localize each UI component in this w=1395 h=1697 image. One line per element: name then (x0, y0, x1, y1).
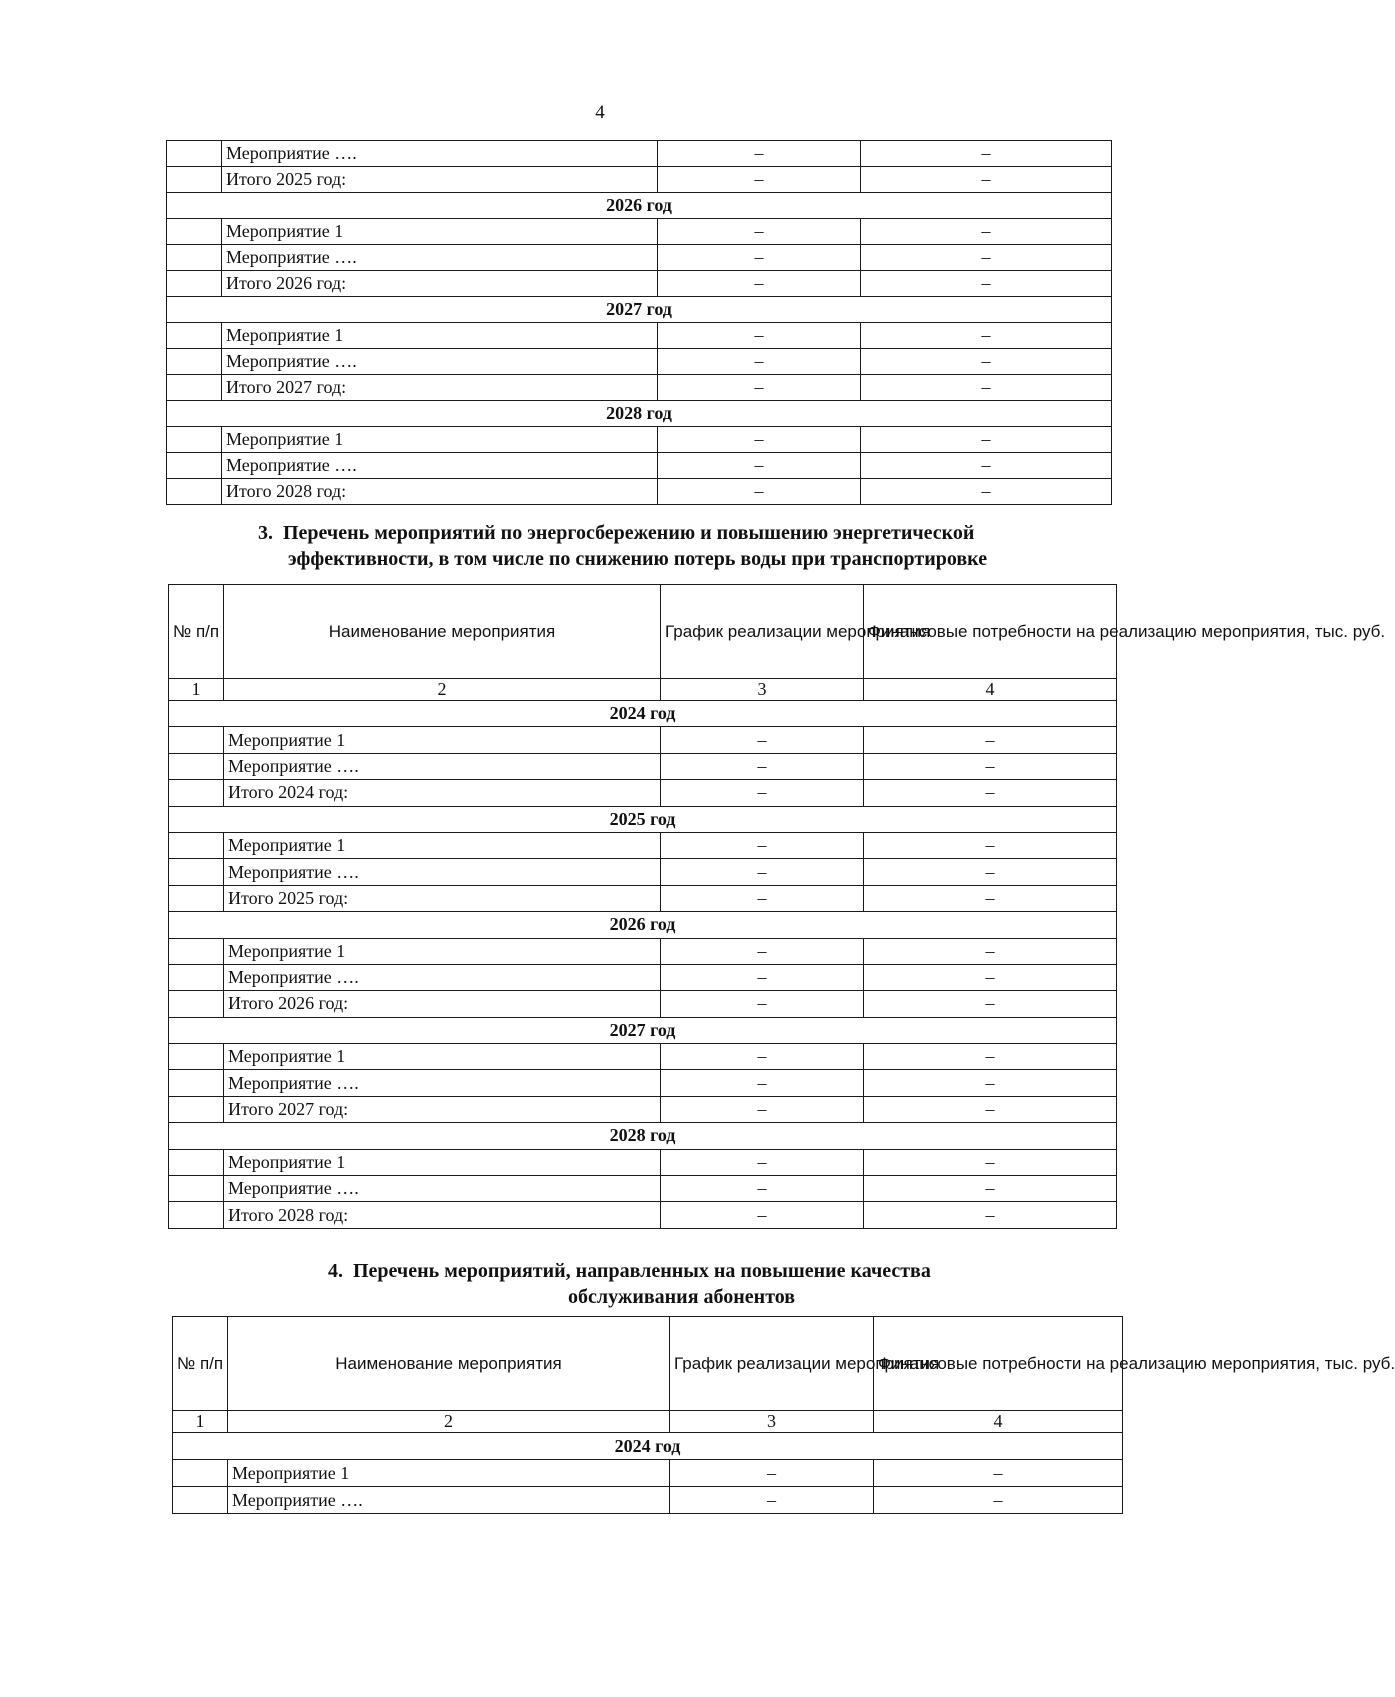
schedule-cell: – (661, 1044, 864, 1070)
row-number-cell (167, 479, 222, 505)
row-number-cell (167, 167, 222, 193)
schedule-cell: – (661, 727, 864, 753)
header-finance: Финансовые потребности на реализацию мероприятия, тыс. руб. (864, 585, 1117, 679)
row-number-cell (169, 753, 224, 779)
total-row (167, 479, 1112, 505)
year-row (167, 297, 1112, 323)
finance-cell: – (864, 753, 1117, 779)
index-cell: 4 (864, 679, 1117, 701)
header-schedule: График реализации мероприятия (661, 585, 864, 679)
measure-name: Мероприятие …. (224, 753, 661, 779)
finance-cell: – (864, 885, 1117, 911)
finance-cell: – (864, 832, 1117, 858)
measure-name: Мероприятие …. (224, 964, 661, 990)
row-number-cell (169, 991, 224, 1017)
section-4-title-line1: Перечень мероприятий, направленных на повышение качества (353, 1260, 931, 1282)
schedule-cell: – (658, 245, 861, 271)
table-row (167, 245, 1112, 271)
measure-name: Мероприятие 1 (224, 727, 661, 753)
row-number-cell (169, 1176, 224, 1202)
finance-cell: – (864, 938, 1117, 964)
year-label: 2028 год (169, 1123, 1117, 1149)
measure-name: Мероприятие …. (228, 1487, 670, 1514)
row-number-cell (173, 1460, 228, 1487)
total-label: Итого 2028 год: (224, 1202, 661, 1228)
finance-cell: – (861, 323, 1112, 349)
index-cell: 3 (670, 1411, 874, 1433)
finance-cell: – (864, 780, 1117, 806)
total-row (169, 1202, 1117, 1228)
header-name: Наименование мероприятия (228, 1317, 670, 1411)
table-row (167, 453, 1112, 479)
row-number-cell (167, 245, 222, 271)
measure-name: Мероприятие 1 (222, 323, 658, 349)
finance-cell: – (861, 375, 1112, 401)
finance-cell: – (864, 1096, 1117, 1122)
table-row (167, 323, 1112, 349)
year-label: 2024 год (169, 701, 1117, 727)
table-row (169, 1070, 1117, 1096)
row-number-cell (167, 271, 222, 297)
year-row (167, 193, 1112, 219)
row-number-cell (167, 219, 222, 245)
row-number-cell (169, 1096, 224, 1122)
table-row (169, 832, 1117, 858)
year-row (169, 1017, 1117, 1043)
year-label: 2026 год (169, 912, 1117, 938)
table-row (169, 938, 1117, 964)
schedule-cell: – (658, 375, 861, 401)
row-number-cell (169, 727, 224, 753)
measure-name: Мероприятие …. (222, 453, 658, 479)
year-row (169, 701, 1117, 727)
index-cell: 1 (169, 679, 224, 701)
total-row (167, 167, 1112, 193)
schedule-cell: – (661, 1202, 864, 1228)
schedule-cell: – (661, 753, 864, 779)
year-label: 2027 год (169, 1017, 1117, 1043)
measure-name: Мероприятие …. (224, 1176, 661, 1202)
table-row (167, 219, 1112, 245)
total-label: Итого 2026 год: (222, 271, 658, 297)
table-row (169, 1044, 1117, 1070)
schedule-cell: – (661, 938, 864, 964)
schedule-cell: – (658, 271, 861, 297)
index-cell: 2 (224, 679, 661, 701)
schedule-cell: – (661, 885, 864, 911)
total-label: Итого 2024 год: (224, 780, 661, 806)
row-number-cell (169, 1202, 224, 1228)
finance-cell: – (861, 245, 1112, 271)
row-number-cell (169, 964, 224, 990)
schedule-cell: – (658, 479, 861, 505)
section-3-title-line2: эффективности, в том числе по снижению потерь воды при транспортировке (288, 548, 988, 570)
schedule-cell: – (661, 832, 864, 858)
year-row (173, 1433, 1123, 1460)
year-row (167, 401, 1112, 427)
year-row (169, 1123, 1117, 1149)
row-number-cell (167, 453, 222, 479)
measure-name: Мероприятие …. (224, 859, 661, 885)
total-label: Итого 2027 год: (224, 1096, 661, 1122)
measure-name: Мероприятие 1 (224, 1044, 661, 1070)
row-number-cell (169, 1149, 224, 1175)
year-label: 2028 год (167, 401, 1112, 427)
row-number-cell (169, 859, 224, 885)
measure-name: Мероприятие 1 (222, 427, 658, 453)
table-section-4 (172, 1316, 1395, 1514)
total-row (169, 780, 1117, 806)
schedule-cell: – (661, 859, 864, 885)
total-label: Итого 2026 год: (224, 991, 661, 1017)
measure-name: Мероприятие 1 (222, 219, 658, 245)
row-number-cell (169, 938, 224, 964)
row-number-cell (167, 375, 222, 401)
table-row (169, 727, 1117, 753)
measure-name: Мероприятие 1 (228, 1460, 670, 1487)
finance-cell: – (864, 991, 1117, 1017)
table-continuation (166, 140, 1112, 505)
row-number-cell (167, 427, 222, 453)
schedule-cell: – (661, 964, 864, 990)
index-cell: 2 (228, 1411, 670, 1433)
header-name: Наименование мероприятия (224, 585, 661, 679)
header-schedule: График реализации мероприятия (670, 1317, 874, 1411)
finance-cell: – (864, 727, 1117, 753)
row-number-cell (167, 323, 222, 349)
schedule-cell: – (661, 780, 864, 806)
schedule-cell: – (670, 1460, 874, 1487)
total-row (167, 271, 1112, 297)
page-number: 4 (595, 102, 605, 123)
row-number-cell (167, 141, 222, 167)
total-row (167, 375, 1112, 401)
finance-cell: – (861, 141, 1112, 167)
total-row (169, 991, 1117, 1017)
schedule-cell: – (661, 1096, 864, 1122)
schedule-cell: – (661, 991, 864, 1017)
schedule-cell: – (670, 1487, 874, 1514)
finance-cell: – (864, 1202, 1117, 1228)
index-cell: 1 (173, 1411, 228, 1433)
year-row (169, 912, 1117, 938)
finance-cell: – (874, 1460, 1123, 1487)
table-row (167, 349, 1112, 375)
finance-cell: – (861, 349, 1112, 375)
table-section-3 (168, 584, 1386, 1229)
measure-name: Мероприятие 1 (224, 832, 661, 858)
index-cell: 4 (874, 1411, 1123, 1433)
schedule-cell: – (661, 1070, 864, 1096)
year-label: 2024 год (173, 1433, 1123, 1460)
row-number-cell (169, 1070, 224, 1096)
row-number-cell (169, 885, 224, 911)
section-3-title-line1: Перечень мероприятий по энергосбережению и повышению энергетической (283, 522, 975, 544)
table-row (173, 1487, 1123, 1514)
total-label: Итого 2028 год: (222, 479, 658, 505)
header-num: № п/п (169, 585, 224, 679)
schedule-cell: – (658, 219, 861, 245)
section-3-title (258, 520, 987, 572)
schedule-cell: – (658, 167, 861, 193)
table-row (167, 427, 1112, 453)
section-4-number: 4. (328, 1260, 343, 1282)
measure-name: Мероприятие …. (224, 1070, 661, 1096)
finance-cell: – (864, 964, 1117, 990)
section-4-title (328, 1258, 931, 1310)
finance-cell: – (861, 479, 1112, 505)
year-row (169, 806, 1117, 832)
schedule-cell: – (661, 1176, 864, 1202)
total-label: Итого 2025 год: (222, 167, 658, 193)
header-num: № п/п (173, 1317, 228, 1411)
row-number-cell (169, 1044, 224, 1070)
total-row (169, 885, 1117, 911)
schedule-cell: – (658, 323, 861, 349)
row-number-cell (169, 780, 224, 806)
measure-name: Мероприятие …. (222, 245, 658, 271)
finance-cell: – (861, 167, 1112, 193)
total-label: Итого 2025 год: (224, 885, 661, 911)
table-row (169, 859, 1117, 885)
row-number-cell (169, 832, 224, 858)
row-number-cell (173, 1487, 228, 1514)
finance-cell: – (864, 1149, 1117, 1175)
finance-cell: – (864, 859, 1117, 885)
finance-cell: – (861, 453, 1112, 479)
year-label: 2027 год (167, 297, 1112, 323)
finance-cell: – (864, 1044, 1117, 1070)
schedule-cell: – (658, 453, 861, 479)
measure-name: Мероприятие 1 (224, 1149, 661, 1175)
measure-name: Мероприятие …. (222, 141, 658, 167)
schedule-cell: – (658, 349, 861, 375)
total-row (169, 1096, 1117, 1122)
table-row (169, 753, 1117, 779)
header-finance: Финансовые потребности на реализацию мероприятия, тыс. руб. (874, 1317, 1123, 1411)
finance-cell: – (861, 271, 1112, 297)
schedule-cell: – (658, 427, 861, 453)
finance-cell: – (874, 1487, 1123, 1514)
measure-name: Мероприятие 1 (224, 938, 661, 964)
finance-cell: – (864, 1176, 1117, 1202)
row-number-cell (167, 349, 222, 375)
table-row (169, 1149, 1117, 1175)
total-label: Итого 2027 год: (222, 375, 658, 401)
section-3-number: 3. (258, 522, 273, 544)
schedule-cell: – (661, 1149, 864, 1175)
table-row (169, 964, 1117, 990)
table-row (167, 141, 1112, 167)
finance-cell: – (864, 1070, 1117, 1096)
table-row (169, 1176, 1117, 1202)
table-row (173, 1460, 1123, 1487)
schedule-cell: – (658, 141, 861, 167)
index-cell: 3 (661, 679, 864, 701)
section-4-title-line2: обслуживания абонентов (568, 1286, 796, 1308)
finance-cell: – (861, 219, 1112, 245)
measure-name: Мероприятие …. (222, 349, 658, 375)
year-label: 2026 год (167, 193, 1112, 219)
finance-cell: – (861, 427, 1112, 453)
year-label: 2025 год (169, 806, 1117, 832)
